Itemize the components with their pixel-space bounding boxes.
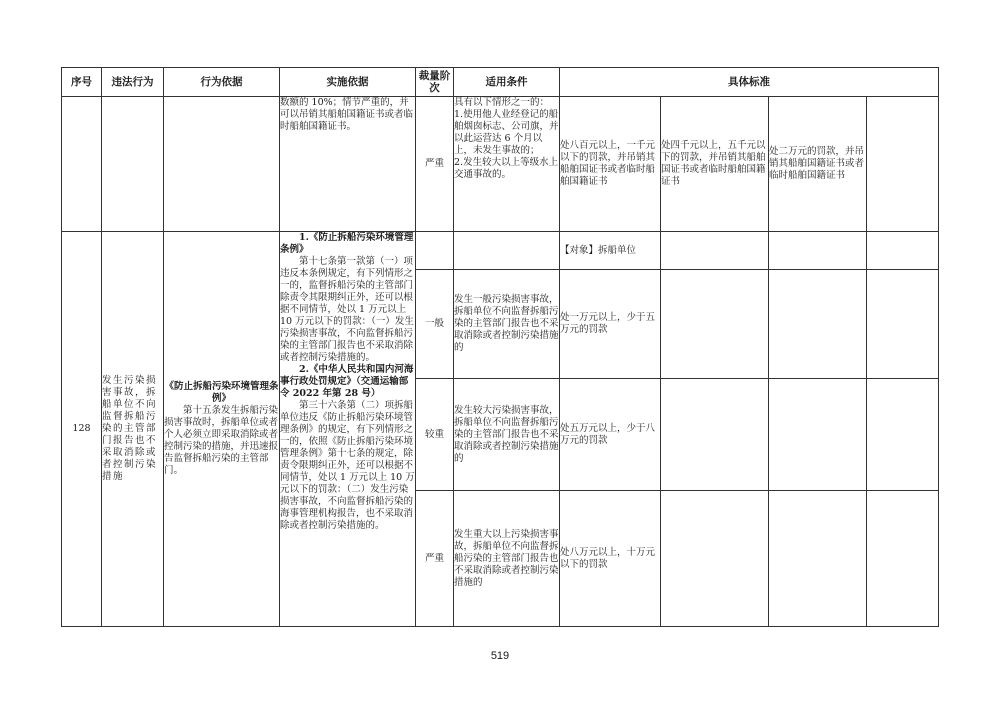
cell-violation: 发生污染损害事故，拆船单位不向监督拆船污染的主管部门报告也不采取消除或者控制污染措施 [102,232,164,627]
cell-standard: 处八万元以上，十万元以下的罚款 [560,491,661,627]
cell-empty [769,270,867,379]
header-standard: 具体标准 [560,68,939,97]
cell-violation-empty [102,97,164,232]
basis-title: 《防止拆船污染环境管理条例》 [164,381,279,404]
impl-title-1: 1.《防止拆船污染环境管理条例》 [280,232,414,255]
header-row [62,68,939,97]
cell-empty [867,491,939,627]
cell-standard: 处五万元以上，少于八万元的罚款 [560,379,661,491]
cell-empty [661,491,769,627]
page-number: 519 [490,650,510,662]
cell-level: 严重 [416,97,454,232]
cell-condition-empty [454,232,560,270]
cell-seq: 128 [62,232,102,627]
impl-text-1: 第十七条第一款第（一）项 违反本条例规定，有下列情形之一的，监督拆船污染的主管部门除责令其限期纠正外，还可以根据不同情节，处以 1 万元以上 10 万元以下的罚款：（一）发生污染损害事故，不向监督拆船污染的主管部门报告也不采取消除或者控制污染措施的。 [280,256,423,363]
cell-level: 严重 [416,491,454,627]
header-impl-basis: 实施依据 [280,68,416,97]
cell-level: 一般 [416,270,454,379]
impl-title-2: 2.《中华人民共和国内河海事行政处罚规定》（交通运输部令 2022 年第 28 号） [280,364,414,399]
cell-condition: 发生较大污染损害事故，拆船单位不向监督拆船污染的主管部门报告也不采取消除或者控制污染措施的 [454,379,560,491]
cell-condition: 发生重大以上污染损害事故，拆船单位不向监督拆船污染的主管部门报告也不采取消除或者控制污染措施的 [454,491,560,627]
cell-basis [164,232,280,627]
header-seq: 序号 [62,68,102,97]
cell-empty [769,379,867,491]
cell-standard-3: 处二万元的罚款，并吊销其船舶国籍证书或者临时船舶国籍证书 [769,97,867,232]
cell-empty [769,232,867,270]
cell-empty [867,270,939,379]
table-row [62,232,939,270]
impl-text-2: 第三十六条第（二）项拆船单位违反《防止拆船污染环境管理条例》的规定，有下列情形之一的，依照《防止拆船污染环境管理条例》第十七条的规定，除责令限期纠正外，还可以根据不同情节，处以 1 万元以上 10 万元以下的罚款：（二）发生污染损害事故，不向监督拆船污染的海事管理机构报告，也不采取消除或者控制污染措施的。 [280,400,415,531]
basis-text: 第十五条发生拆船污染损害事故时，拆船单位或者个人必须立即采取消除或者控制污染的措施，并迅速报告监督拆船污染的主管部门。 [164,405,279,476]
cell-empty [661,232,769,270]
header-basis: 行为依据 [164,68,280,97]
header-discretion: 裁量阶次 [416,68,454,97]
penalty-standard-table [61,67,939,627]
cell-empty [661,270,769,379]
table-row [62,97,939,232]
cell-standard-1: 处八百元以上，一千元以下的罚款，并吊销其船舶国证书或者临时船舶国籍证书 [560,97,661,232]
cell-condition: 发生一般污染损害事故，拆船单位不向监督拆船污染的主管部门报告也不采取消除或者控制污染措施的 [454,270,560,379]
cell-empty [867,379,939,491]
header-violation: 违法行为 [102,68,164,97]
cell-seq-empty [62,97,102,232]
cell-standard-empty [867,97,939,232]
cell-impl-text: 数额的 10%；情节严重的，并可以吊销其船舶国籍证书或者临时船舶国籍证书。 [280,97,416,232]
cell-condition: 具有以下情形之一的： 1.使用他人业经登记的船舶烟囱标志、公司旗，并以此运营达 6 个月以上，未发生事故的； 2.发生较大以上等级水上交通事故的。 [454,97,560,232]
cell-empty [661,379,769,491]
cell-empty [867,232,939,270]
cell-standard: 处一万元以上，少于五万元的罚款 [560,270,661,379]
cell-level: 较重 [416,379,454,491]
cell-basis-empty [164,97,280,232]
header-conditions: 适用条件 [454,68,560,97]
cell-impl-basis [280,232,423,627]
cell-standard-2: 处四千元以上，五千元以下的罚款，并吊销其船舶国证书或者临时船舶国籍证书 [661,97,769,232]
cell-empty [769,491,867,627]
cell-target: 【对象】拆船单位 [560,232,661,270]
